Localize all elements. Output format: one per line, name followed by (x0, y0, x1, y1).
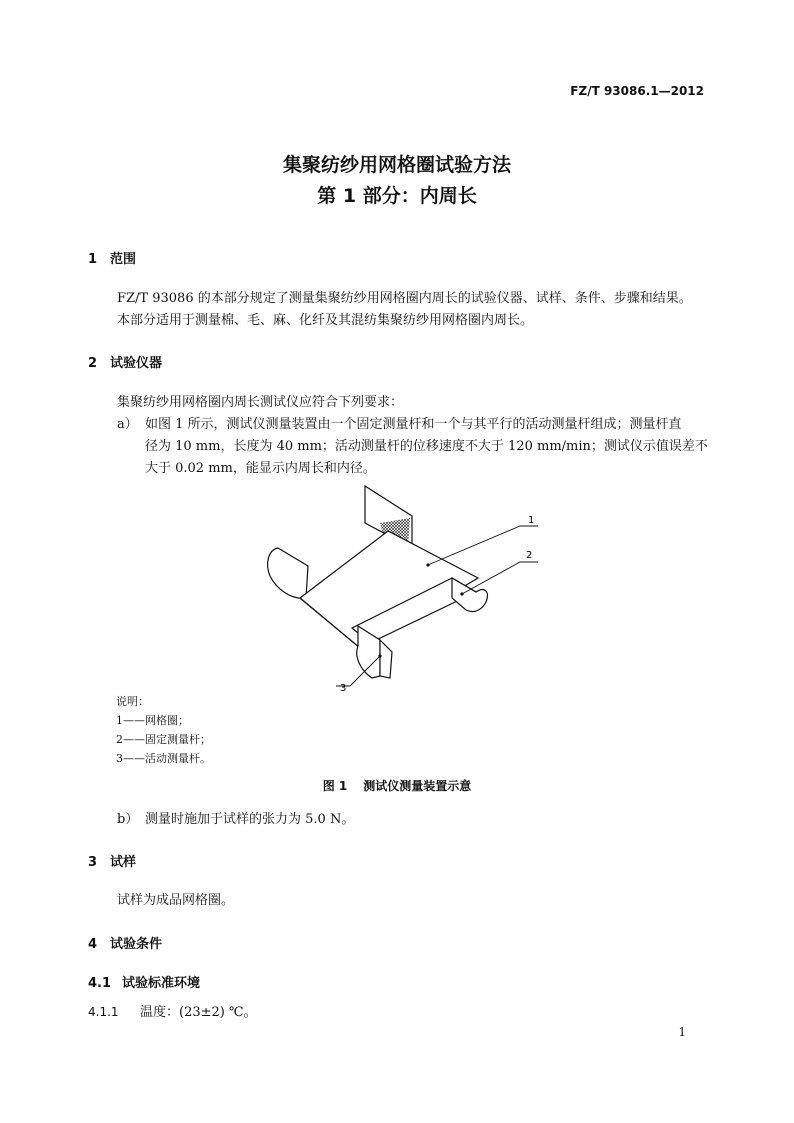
section-number: 1 (88, 252, 98, 267)
item-b-text: 测量时施加于试样的张力为 5.0 N。 (145, 812, 355, 827)
section-2-heading (88, 352, 162, 371)
item-a-line-2: 径为 10 mm，长度为 40 mm；活动测量杆的位移速度不大于 120 mm/min；测试仪示值误差不 (145, 439, 708, 454)
section-number: 3 (88, 855, 98, 870)
section-4-heading (88, 933, 162, 952)
section-number: 4 (88, 937, 98, 952)
list-marker-a: a） (117, 417, 138, 432)
section-3-heading (88, 851, 136, 870)
subsection-title: 试验标准环境 (122, 976, 201, 991)
figure-label-2: 2 (526, 550, 533, 561)
page-number: 1 (678, 1025, 686, 1039)
legend-item-3: 3——活动测量杆。 (116, 752, 211, 765)
subsection-number: 4.1 (88, 976, 112, 991)
standard-number: FZ/T 93086.1—2012 (570, 84, 704, 98)
figure-1-diagram (240, 478, 560, 698)
left-end-cap (268, 548, 308, 598)
section-3-paragraph: 试样为成品网格圈。 (117, 893, 235, 908)
section-title: 范围 (110, 252, 137, 267)
movable-rod-side (380, 640, 392, 678)
section-title: 试验仪器 (110, 356, 163, 371)
clause-number: 4.1.1 (88, 1005, 119, 1019)
list-marker-b: b） (117, 812, 139, 827)
clause-4-1-1 (88, 1002, 257, 1023)
item-a-line-3: 大于 0.02 mm，能显示内周长和内径。 (145, 461, 376, 476)
figure-caption-text: 测试仪测量装置示意 (363, 779, 472, 793)
item-a-line-1: 如图 1 所示，测试仪测量装置由一个固定测量杆和一个与其平行的活动测量杆组成；测量杆直 (145, 417, 682, 432)
figure-caption-number: 图 1 (322, 779, 348, 793)
figure-label-3: 3 (340, 683, 347, 694)
legend-title: 说明： (116, 695, 149, 708)
section-1-paragraph-2: 本部分适用于测量棉、毛、麻、化纤及其混纺集聚纺纱用网格圈内周长。 (117, 313, 534, 328)
section-1-paragraph-1: FZ/T 93086 的本部分规定了测量集聚纺纱用网格圈内周长的试验仪器、试样、条件、步骤和结果。 (117, 291, 692, 306)
legend-item-1: 1——网格圈； (116, 714, 189, 727)
clause-text: 温度：(23±2) ℃。 (140, 1005, 257, 1020)
section-title: 试验条件 (110, 937, 163, 952)
legend-item-2: 2——固定测量杆； (116, 733, 211, 746)
document-title: 集聚纺纱用网格圈试验方法 (282, 154, 511, 176)
leader-line-1 (428, 526, 538, 565)
section-title: 试样 (110, 855, 137, 870)
section-1-heading (88, 248, 136, 267)
section-number: 2 (88, 356, 98, 371)
document-subtitle: 第 1 部分：内周长 (317, 185, 477, 207)
figure-caption (0, 777, 794, 794)
figure-label-1: 1 (528, 515, 535, 526)
subsection-4-1-heading (88, 972, 200, 991)
section-2-intro: 集聚纺纱用网格圈内周长测试仪应符合下列要求： (117, 395, 404, 410)
